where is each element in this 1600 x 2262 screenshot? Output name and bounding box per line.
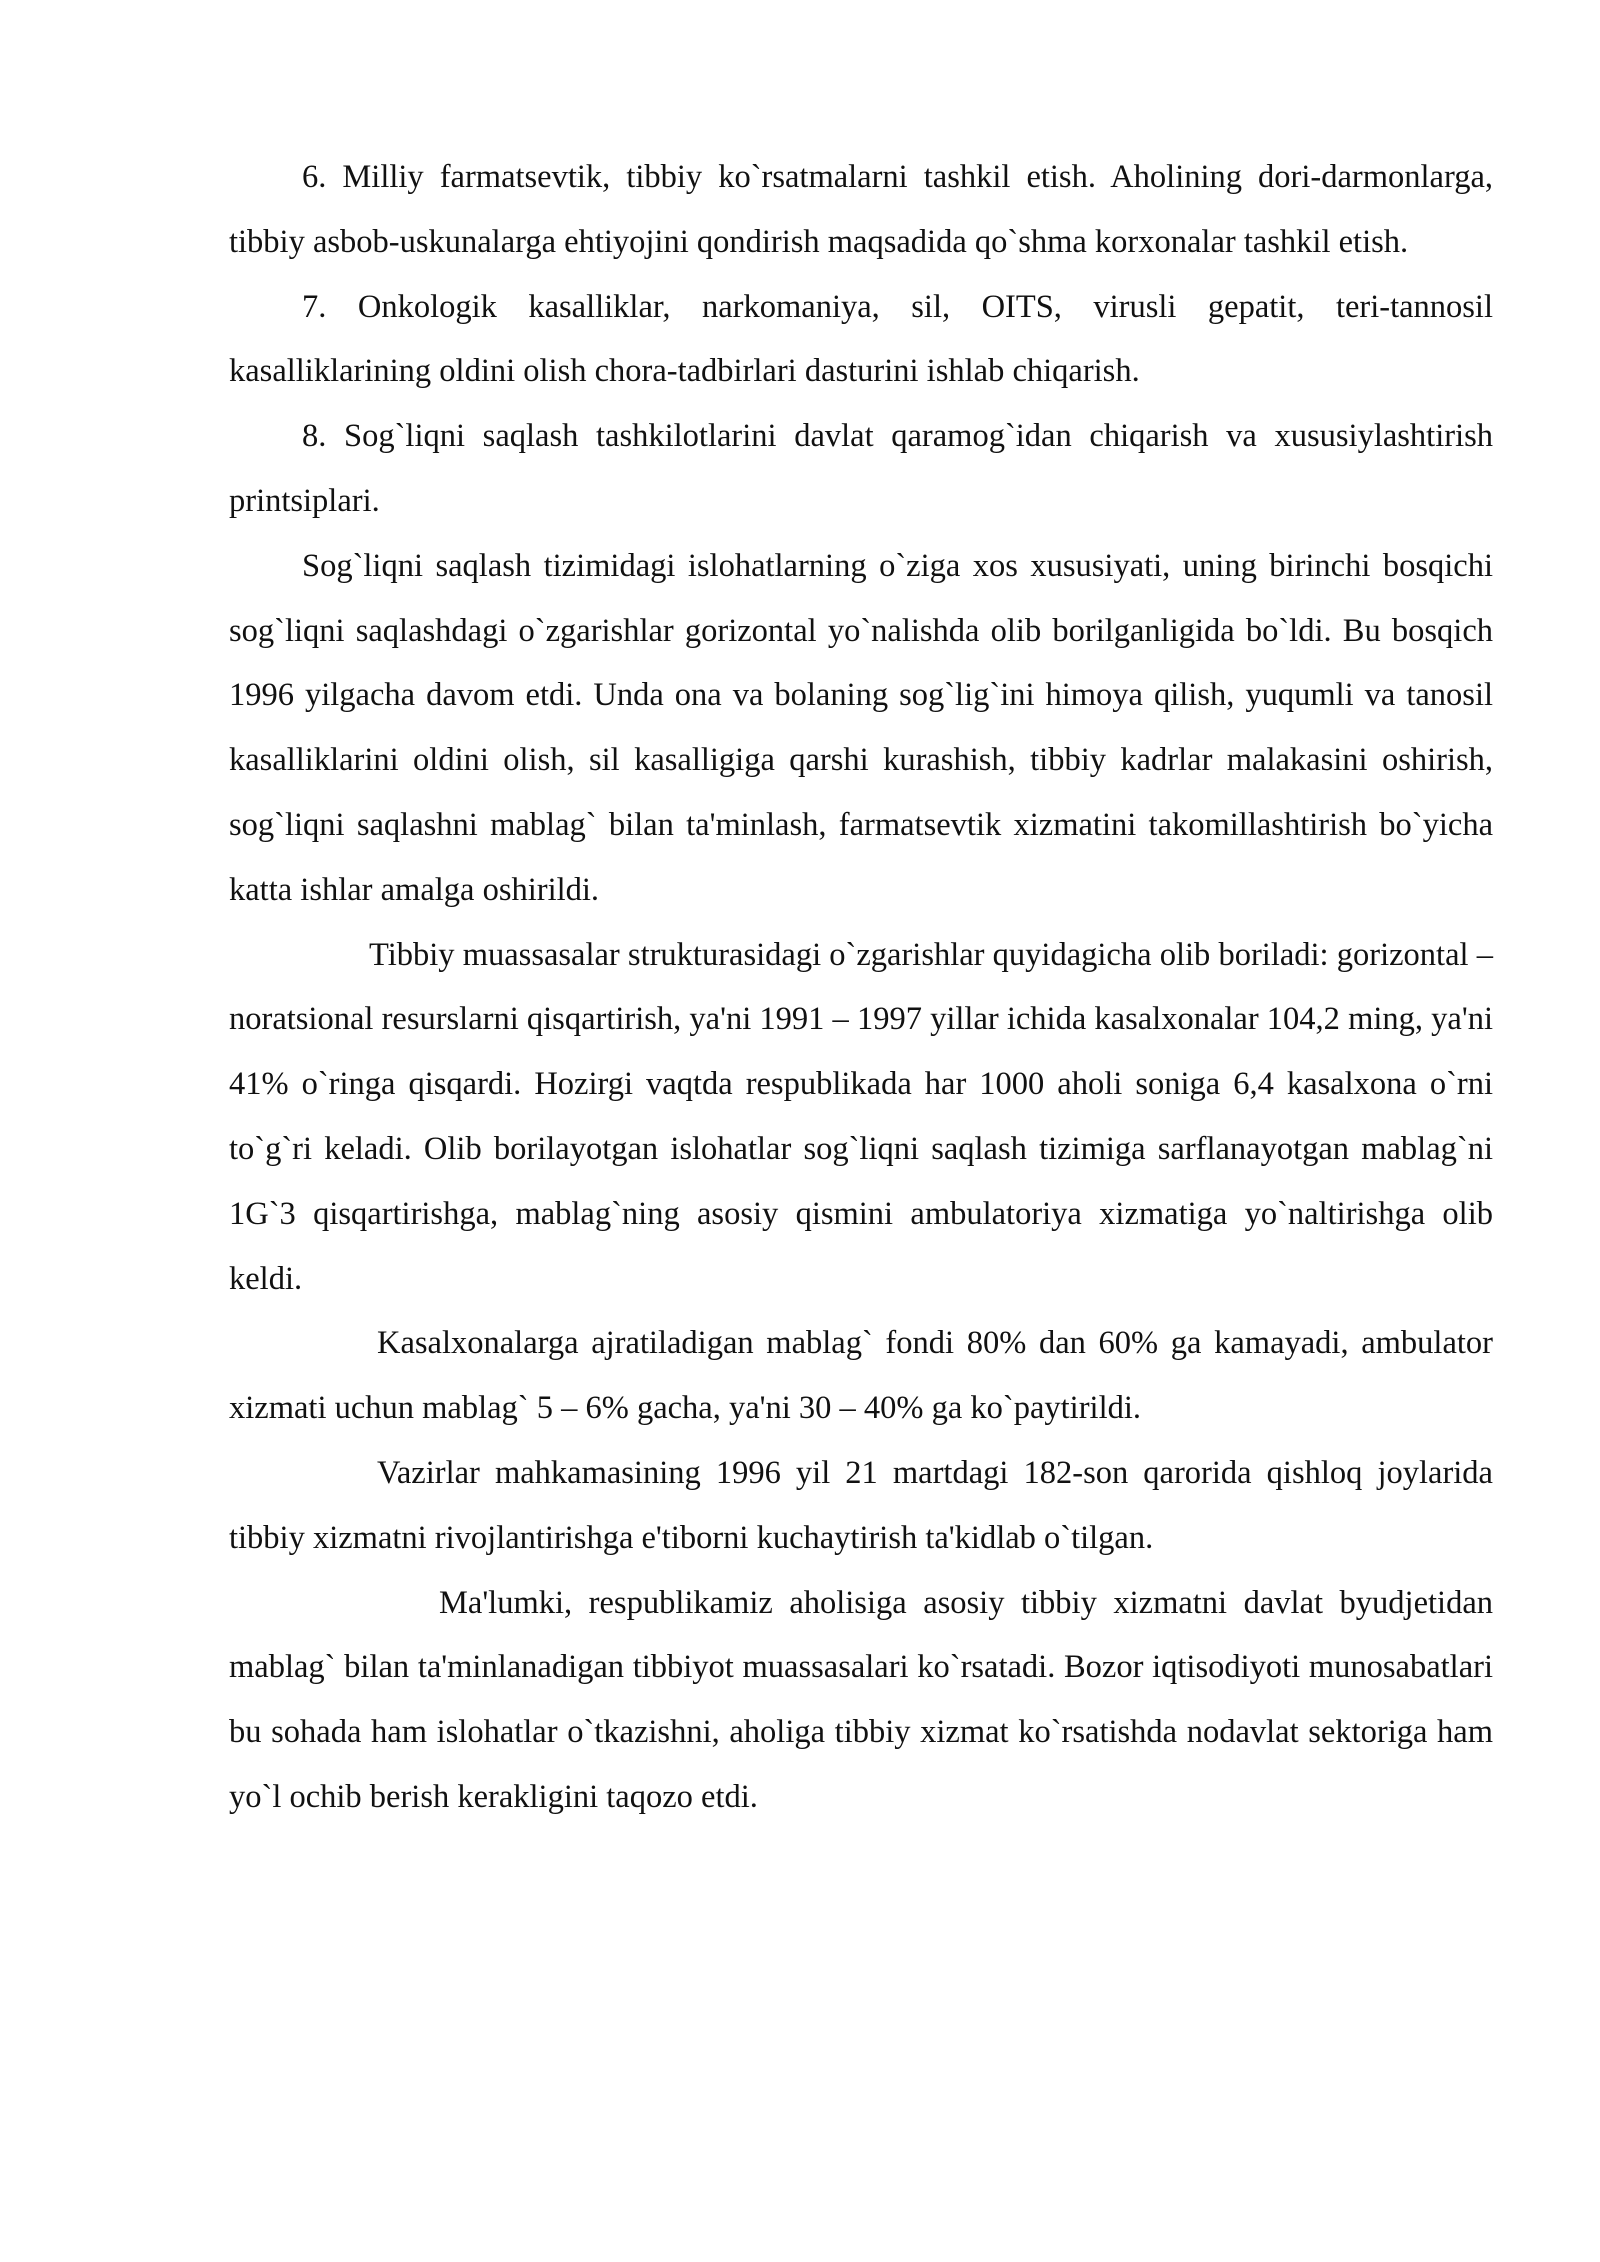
list-item-7: 7. Onkologik kasalliklar, narkomaniya, sil, OITS, virusli gepatit, teri-tannosil kasalliklarining oldini olish chora-tadbirlari dasturini ishlab chiqarish.	[229, 288, 1493, 390]
list-item-6: 6. Milliy farmatsevtik, tibbiy ko`rsatmalarni tashkil etish. Aholining dori-darmonlarga, tibbiy asbob-uskunalarga ehtiyojini qondirish maqsadida qo`shma korxonalar tashkil etish.	[229, 159, 1493, 260]
document-page	[229, 145, 1493, 1830]
list-item-8: 8. Sog`liqni saqlash tashkilotlarini davlat qaramog`idan chiqarish va xususiylashtirish printsiplari.	[229, 418, 1493, 519]
paragraph-reform-first-stage: Sog`liqni saqlash tizimidagi islohatlarning o`ziga xos xususiyati, uning birinchi bosqichi sog`liqni saqlashdagi o`zgarishlar gorizontal yo`nalishda olib borilganligida bo`ldi. Bu bosqich 1996 yilgacha davom etdi. Unda ona va bolaning sog`lig`ini himoya qilish, yuqumli va tanosil kasalliklarini oldini olish, sil kasalligiga qarshi kurashish, tibbiy kadrlar malakasini oshirish, sog`liqni saqlashni mablag` bilan ta'minlash, farmatsevtik xizmatini takomillashtirish bo`yicha katta ishlar amalga oshirildi.	[229, 547, 1493, 908]
paragraph-structural-changes: Tibbiy muassasalar strukturasidagi o`zgarishlar quyidagicha olib boriladi: gorizontal – noratsional resurslarni qisqartirish, ya'ni 1991 – 1997 yillar ichida kasalxonalar 104,2 ming, ya'ni 41% o`ringa qisqardi. Hozirgi vaqtda respublikada har 1000 aholi soniga 6,4 kasalxona o`rni to`g`ri keladi. Olib borilayotgan islohatlar sog`liqni saqlash tizimiga sarflanayotgan mablag`ni 1G`3 qisqartirishga, mablag`ning asosiy qismini ambulatoriya xizmatiga yo`naltirishga olib keldi.	[229, 936, 1493, 1297]
paragraph-cabinet-resolution: Vazirlar mahkamasining 1996 yil 21 martdagi 182-son qarorida qishloq joylarida tibbiy xizmatni rivojlantirishga e'tiborni kuchaytirish ta'kidlab o`tilgan.	[229, 1454, 1493, 1556]
paragraph-state-budget: Ma'lumki, respublikamiz aholisiga asosiy tibbiy xizmatni davlat byudjetidan mablag` bilan ta'minlanadigan tibbiyot muassasalari ko`rsatadi. Bozor iqtisodiyoti munosabatlari bu sohada ham islohatlar o`tkazishni, aholiga tibbiy xizmat ko`rsatishda nodavlat sektoriga ham yo`l ochib berish kerakligini taqozo etdi.	[229, 1584, 1493, 1815]
paragraph-hospital-funding: Kasalxonalarga ajratiladigan mablag` fondi 80% dan 60% ga kamayadi, ambulator xizmati uchun mablag` 5 – 6% gacha, ya'ni 30 – 40% ga ko`paytirildi.	[229, 1325, 1493, 1427]
